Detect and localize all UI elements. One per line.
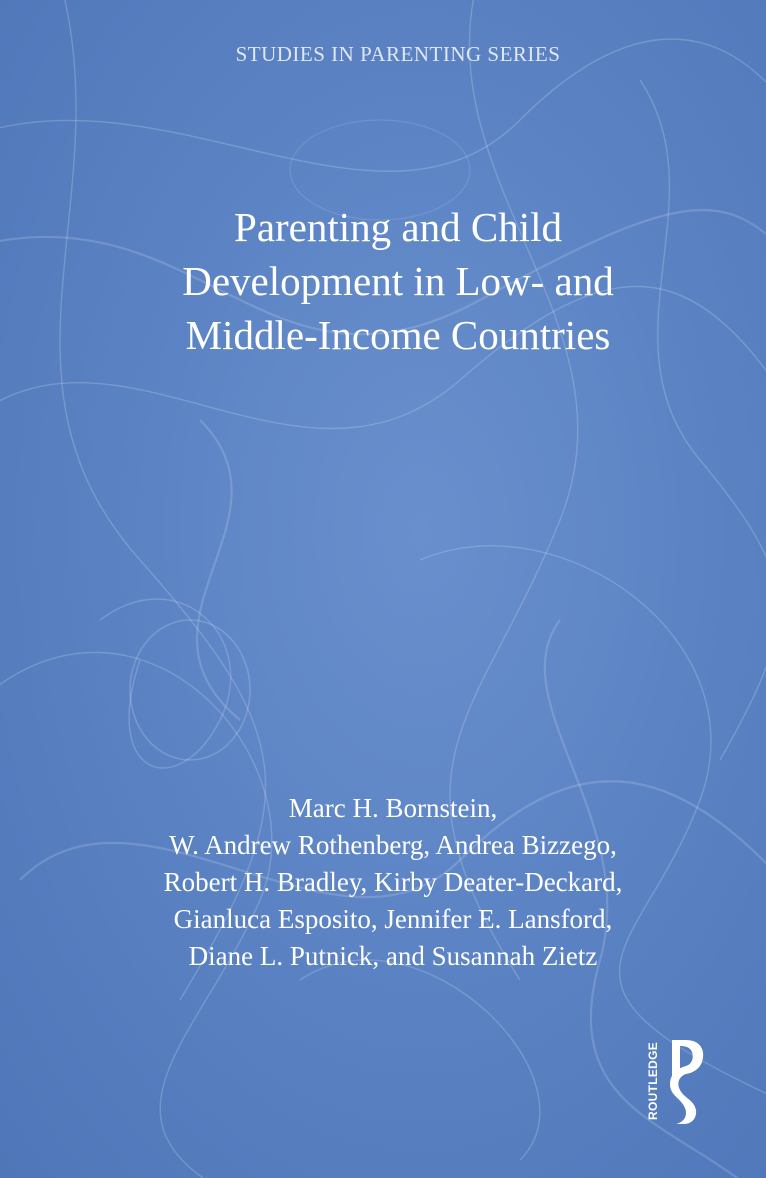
book-title <box>0 200 766 362</box>
author-line: W. Andrew Rothenberg, Andrea Bizzego, <box>169 830 617 860</box>
author-line: Gianluca Esposito, Jennifer E. Lansford, <box>173 904 613 934</box>
book-title-line: Middle-Income Countries <box>185 312 611 358</box>
series-name: STUDIES IN PARENTING SERIES <box>235 42 561 66</box>
publisher-mark <box>646 1038 710 1128</box>
book-title-line: Parenting and Child <box>234 204 562 250</box>
author-line: Diane L. Putnick, and Susannah Zietz <box>188 941 598 971</box>
author-line: Robert H. Bradley, Kirby Deater-Deckard, <box>163 867 623 897</box>
author-list <box>0 790 766 975</box>
book-title-line: Development in Low- and <box>182 258 614 304</box>
publisher-name: ROUTLEDGE <box>646 1041 660 1121</box>
author-line: Marc H. Bornstein, <box>288 793 498 823</box>
routledge-r-logo-icon <box>666 1038 708 1126</box>
